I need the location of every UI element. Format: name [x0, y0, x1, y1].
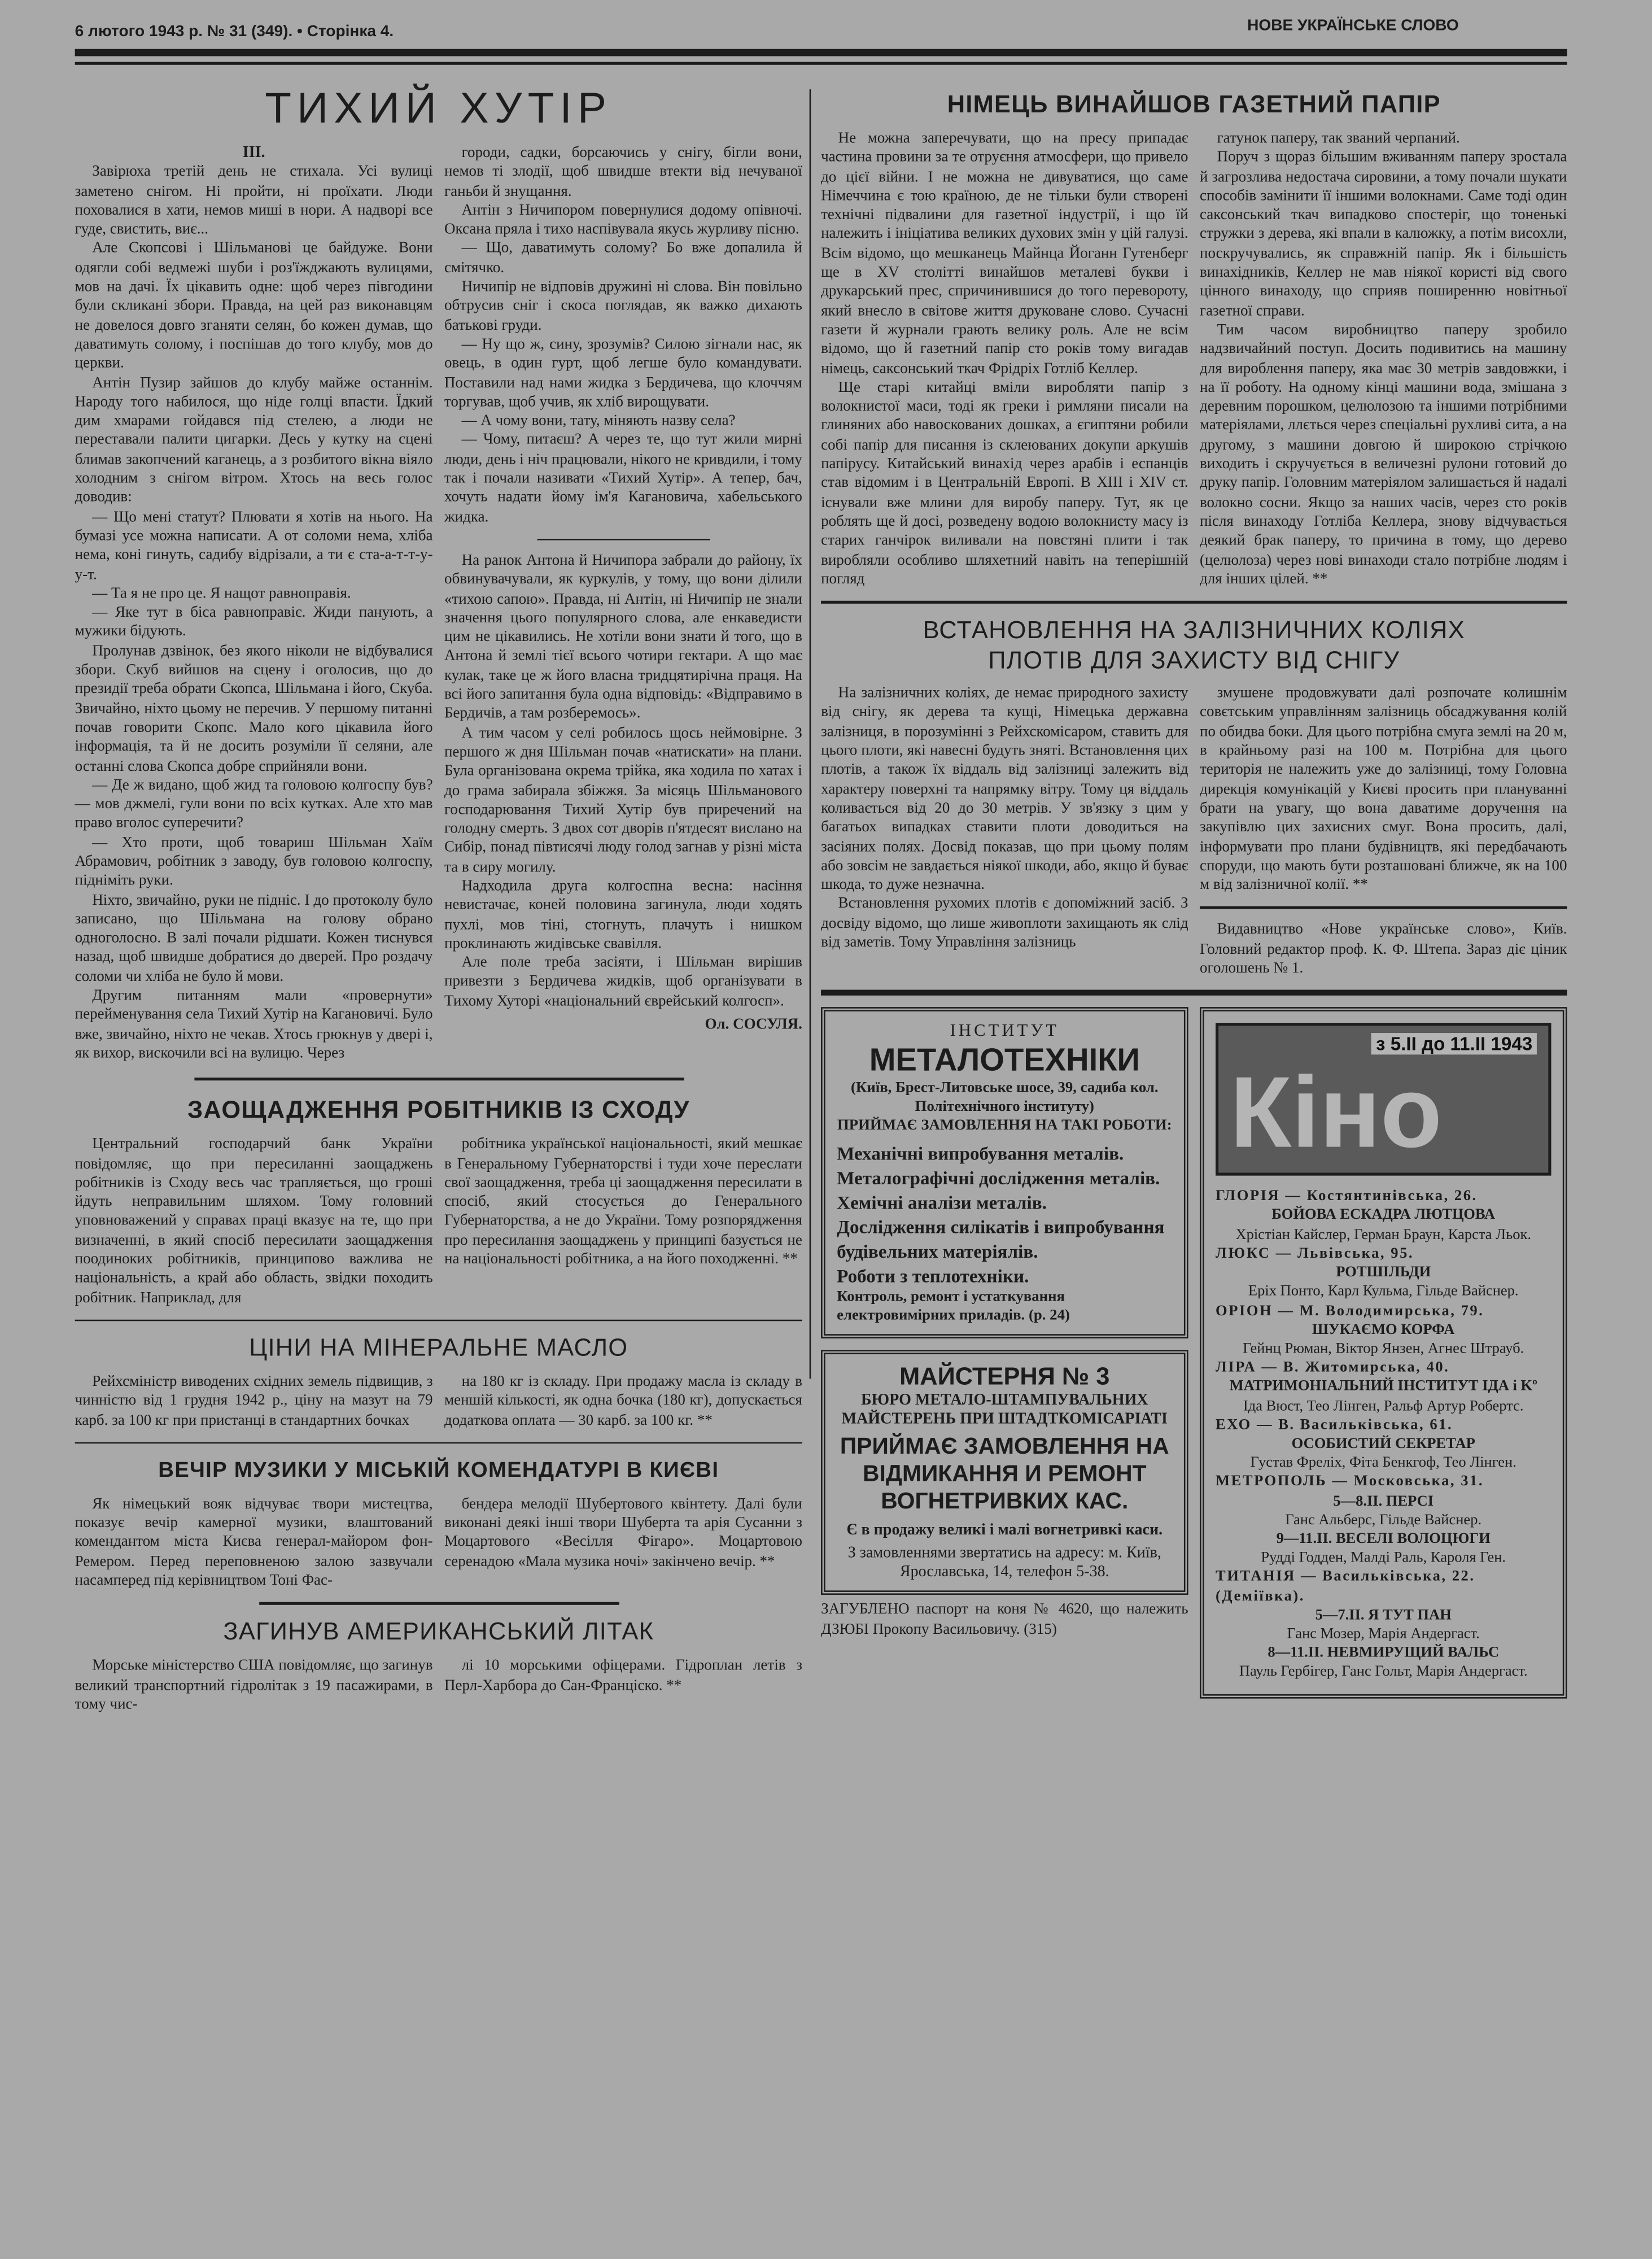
service-item: Хемічні аналізи металів. [837, 1192, 1047, 1214]
cinema-name: ТИТАНІЯ — Васильківська, 22. (Деміївка). [1216, 1569, 1475, 1604]
cinema-name: ОРІОН — М. Володимирська, 79. [1216, 1303, 1484, 1319]
film-title: БОЙОВА ЕСКАДРА ЛЮТЦОВА [1271, 1207, 1496, 1224]
paragraph: Поруч з щораз більшим вживанням паперу зростала й загрозлива недостача сировини, а тому почали шукати способів замінити її іншими волокнами. Саме тоді один саксонський ткач випадково спостеріг, що тоненькі стружки з дерева, які впали в калюжку, а потім висохли, поскручувались, як справжній папір. Як і більшість винахідників, Келлер не мав ніякої користі від свого цінного винаходу, що сприяв поширенню новітньої газетної справи. [1199, 150, 1567, 320]
cinema-list [1216, 1188, 1551, 1682]
paragraph: — Та я не про це. Я нащот равноправія. [92, 586, 351, 602]
paragraph: Завірюха третій день не стихала. Усі вулиці заметено снігом. Ні пройти, ні проїхати. Люди поховалися в хати, немов миші в нори. А надворі все гуде, свистить, виє... [75, 164, 433, 238]
film-cast: Гейнц Рюман, Віктор Янзен, Агнес Штрауб. [1243, 1341, 1524, 1357]
music-col1 [75, 1495, 433, 1591]
cinema-name: ЕХО — В. Васильківська, 61. [1216, 1417, 1453, 1433]
service-item: Металографічні дослідження металів. [837, 1167, 1160, 1189]
paper-col2 [1200, 130, 1567, 590]
paragraph: Антін з Ничипором повернулися додому опівночі. Оксана пряла і тихо наспівувала якусь журливу пісню. [444, 203, 802, 238]
film-cast: Хрістіан Кайслер, Герман Браун, Карста Льок. [1235, 1227, 1531, 1243]
paragraph: Ничипір не відповів дружині ні слова. Він повільно обтрусив сніг і скоса поглядав, як важко дихають батькові груди. [444, 280, 802, 334]
paragraph: робітника української національності, який мешкає в Генеральному Губернаторстві і туди хоче переслати свої заощадження, треба ці заощадження пересилати в спосіб, який стосується до Генерального Губернаторства, а не до України. Тому розпорядження про пересилання заощаджень у принципі базується не на національності робітника, а на його походженні. ** [444, 1137, 802, 1268]
film-title: ОСОБИСТИЙ СЕКРЕТАР [1291, 1436, 1475, 1453]
film-title: 5—7.II. Я ТУТ ПАН [1315, 1607, 1452, 1624]
section-rule [75, 1320, 802, 1322]
paragraph: бендера мелодії Шубертового квінтету. Далі були виконані деякі інші твори Шуберта та арія Сусанни з Моцартового «Весілля Фігаро». Моцартовою серенадою «Мала музика ночі» закінчено вечір. ** [444, 1497, 802, 1570]
paragraph: На залізничних коліях, де немає природного захисту від снігу, як дерева та кущі, Німецька державна залізниця, в порозумінні з Рейхскомісаром, ставить для цього плоти, які навесні будуть зняті. Встановлення цих плотів, а також їх віддаль від залізниці залежить від характеру поверхні та напрямку вітру. Тому ця віддаль коливається від 20 до 30 метрів. У зв'язку з цим у багатьох випадках ставити плоти доводиться на засіяних полях. Досвід показав, що при цьому полям або зовсім не завдається ніякої шкоди, або, якщо й буває шкода, то дуже незначна. [821, 686, 1188, 893]
film-cast: Іда Вюст, Тео Лінген, Ральф Артур Робертс. [1243, 1398, 1524, 1414]
paragraph: Як німецький вояк відчуває твори мистецтва, показує вечір камерної музики, влаштований комендантом міста Києва генерал-майором фон-Ремером. Перед переповненою залою зазвучали насамперед під керівництвом Тоні Фас- [75, 1497, 433, 1589]
rail-col2 [1200, 684, 1567, 979]
ad-ref: (р. 24) [1028, 1309, 1070, 1325]
ad-line: (Київ, Брест-Литовське шосе, 39, садиба кол. Політехнічного інституту) [851, 1080, 1159, 1116]
article-title-khutir: ТИХИЙ ХУТІР [265, 85, 613, 133]
ad-line: ПРИЙМАЄ ЗАМОВЛЕННЯ НА ТАКІ РОБОТИ: [837, 1118, 1172, 1135]
service-list [837, 1141, 1172, 1288]
paragraph: Ніхто, звичайно, руки не підніс. І до протоколу було записано, що Шільмана на голову обрано одноголосно. В залі почали рідшати. Кожен тиснувся назад, щоб швидше добратися до дверей. Про роздачу соломи чи хліба не було й мови. [75, 892, 433, 985]
cinema-name: ЛІРА — В. Житомирська, 40. [1216, 1360, 1450, 1376]
paragraph: Другим питанням мали «провернути» перейменування села Тихий Хутір на Кагановичі. Було вже, звичайно, ніхто не чекав. Хтось грюкнув у двері і, як вихор, вискочили всі на вулицю. Через [75, 988, 433, 1062]
section-rule [75, 1442, 802, 1444]
service-item: Дослідження силікатів і випробування будівельних матеріялів. [837, 1216, 1165, 1263]
ads-row [821, 1008, 1567, 1698]
plane-col1 [75, 1657, 433, 1715]
paragraph: городи, садки, борсаючись у снігу, бігли вони, немов ті злодії, щоб швидше втекти від нечуваної ганьби й знущання. [444, 145, 802, 200]
title-line: ВСТАНОВЛЕННЯ НА ЗАЛІЗНИЧНИХ КОЛІЯХ [923, 617, 1465, 644]
notice-ref: (315) [1024, 1621, 1057, 1638]
ad-heading: ПРИЙМАЄ ЗАМОВЛЕННЯ НА ВІДМИКАННЯ И РЕМОНТ ВОГНЕТРИВКИХ КАС. [840, 1435, 1169, 1515]
workshop-ad [821, 1350, 1188, 1595]
section-rule [821, 990, 1567, 996]
article-title-oil: ЦІНИ НА МІНЕРАЛЬНЕ МАСЛО [249, 1334, 628, 1362]
paragraph: — Що, даватимуть солому? Бо вже допалила й смітячко. [444, 241, 802, 277]
notice-text: ЗАГУБЛЕНО паспорт на коня № 4620, що належить ДЗЮБІ Прокопу Васильовичу. [821, 1602, 1188, 1638]
header-rule [75, 49, 1567, 56]
film-title: РОТШІЛЬДИ [1336, 1265, 1431, 1281]
article-title-paper: НІМЕЦЬ ВИНАЙШОВ ГАЗЕТНИЙ ПАПІР [947, 90, 1441, 119]
paragraph: на 180 кг із складу. При продажу масла із складу в меншій кількості, як одна бочка (180 кг), допускається додаткова оплата — 30 карб. за 100 кг. ** [444, 1374, 802, 1429]
paper-col1 [821, 130, 1188, 590]
paragraph: На ранок Антона й Ничипора забрали до району, їх обвинувачували, як куркулів, у тому, що вони ділили «тихою сапою». Правда, ні Антін, ні Ничипір не знали значення цього популярного слова, але енкаведисти цим не цікавились. Не хотіли вони знати й того, що в Антона й землі тієї всього чотири гектари. А що має кулак, таке це ж його власна тридцятирічна праця. На всі його запитання була одна відповідь: «Відправимо в Бердичів, а там розберемось». [444, 553, 802, 722]
paragraph: — А чому вони, тату, міняють назву села? [461, 413, 736, 430]
oil-col1 [75, 1373, 433, 1431]
paragraph: Встановлення рухомих плотів є допоміжний засіб. З досвіду відомо, що лише живоплоти захищають як слід від заметів. Тому Управління залізниць [821, 896, 1188, 951]
dateline: 6 лютого 1943 р. № 31 (349). • Сторінка 4. [75, 23, 394, 41]
paragraph: А тим часом у селі робилось щось неймовірне. З першого ж дня Шільман почав «натискати» на плани. Була організована окрема трійка, яка ходила по хатах і до грама забирала збіжжя. За місяць Шільманового господарювання Тихий Хутір був приречений на голодну смерть. З двох сот дворів п'ятдесят вислано на Сибір, понад півтисячі люду голод загнав у різні міста та в сиру могилу. [444, 725, 802, 876]
section-divider [537, 539, 710, 540]
film-title: ШУКАЄМО КОРФА [1312, 1322, 1455, 1338]
service-item: Механічні випробування металів. [837, 1142, 1124, 1165]
section-rule [1200, 907, 1567, 910]
ad-line: З замовленнями звертатись на адресу: м. Київ, Ярославська, 14, телефон 5-38. [847, 1545, 1161, 1581]
cinema-name: МЕТРОПОЛЬ — Московська, 31. [1216, 1474, 1484, 1490]
paragraph: — Яке тут в біса равноправіє. Жиди панують, а мужики бідують. [75, 605, 433, 640]
paragraph: — Ну що ж, сину, зрозумів? Силою зігнали нас, як овець, в один гурт, щоб легше було командувати. Поставили над нами жидка з Бердичева, що клоччям торгував, щоб учив, як хліб вирощувати. [444, 337, 802, 411]
kino-logo-text: Кіно [1230, 1056, 1443, 1169]
article-title-rail [821, 616, 1567, 676]
section-rule [259, 1602, 619, 1605]
paragraph: Не можна заперечувати, що на пресу припадає частина провини за те отруєння атмосфери, що привело до цієї війни. І не можна не дивуватися, що саме Німеччина є тою країною, де не тільки були створені технічні підвалини для газетної індустрії, і що їй належить і ініціатива великих духових змін у цій галузі. Всім відомо, що мешканець Майнца Йоганн Гутенберг ще в XV столітті винайшов металеві букви і друкарський прес, спричинившися до того перевороту, який внесло в світове життя друковане слово. Сучасні газети й журнали грають велику роль. Але не всім відомо, що й газетний папір сто років тому вигадав німець, саксонський ткач Фрідріх Готліб Келлер. [821, 131, 1188, 377]
khutir-columns [75, 144, 802, 1063]
ads-left [821, 1008, 1188, 1698]
author-signature: Ол. СОСУЛЯ. [705, 1017, 802, 1033]
service-item: Роботи з теплотехніки. [837, 1265, 1029, 1287]
paragraph: Але Скопсові і Шільмановi це байдуже. Вони одягли собі ведмежі шуби і роз'їжджають вулицями, мов на дачі. Їх цікавить одне: щоб через півгодини були скликані збори. Правда, на цей раз виконавцям не довелося довго зганяти селян, бо кожен думав, що даватимуть солому, і поспішав до того клубу, мов до церкви. [75, 241, 433, 372]
paragraph: — Хто проти, щоб товариш Шільман Хаїм Абрамович, робітник з заводу, був головою колгоспу, підніміть руки. [75, 835, 433, 889]
plane-columns [75, 1657, 802, 1715]
cinema-name: ГЛОРІЯ — Костянтинівська, 26. [1216, 1189, 1478, 1205]
rail-col1 [821, 684, 1188, 979]
paragraph: — Чому, питаєш? А через те, що тут жили мирні люди, день і ніч працювали, нікого не кривдили, і тому так і почали називати «Тихий Хутір». А тепер, бач, хочуть надати йому ім'я Кагановича, хабельського жидка. [444, 433, 802, 526]
film-title: 9—11.II. ВЕСЕЛІ ВОЛОЦЮГИ [1276, 1531, 1491, 1547]
film-cast: Ганс Альберс, Гільде Вайснер. [1285, 1512, 1482, 1528]
column-rule [810, 89, 811, 1379]
paragraph: Рейхсміністр виводених східних земель підвищив, з чинністю від 1 грудня 1942 р., ціну на мазут на 79 карб. за 100 кг при пристанці в стандартних бочках [75, 1374, 433, 1429]
savings-col1 [75, 1136, 433, 1308]
film-title: 5—8.II. ПЕРСІ [1333, 1493, 1434, 1510]
paragraph: змушене продовжувати далі розпочате колишнім совєтським управлінням залізниць обсаджування колій по обидва боки. Для цього потрібна смуга землі на 20 м, в крайньому разі на 100 м. Потрібна для цього територія не належить уже до залізниці, тому Головна дирекція комунікацій у Києві просить при плануванні брати на увагу, що вона даватиме доручення на закупівлю цих захисних смуг. Вона просить, далі, інформувати про плани будівництв, які передбачають споруди, що мають бути розташовані ближче, як на 100 м від залізничної колії. ** [1199, 686, 1567, 893]
film-cast: Еріх Понто, Карл Кульма, Гільде Вайснер. [1248, 1284, 1519, 1300]
institute-ad [821, 1008, 1188, 1339]
paragraph: гатунок паперу, так званий черпаний. [1217, 131, 1460, 147]
cinema-listings [1200, 1008, 1567, 1698]
kino-logo [1216, 1023, 1551, 1176]
savings-columns [75, 1136, 802, 1308]
paragraph: — Що мені статут? Плювати я хотів на нього. На бумазі усе можна написати. А от соломи нема, хліба нема, коні гинуть, садибу відрізали, а ти є ста-а-т-т-у-у-т. [75, 509, 433, 583]
music-columns [75, 1495, 802, 1591]
cinema-name: ЛЮКС — Львівська, 95. [1216, 1246, 1414, 1262]
left-section [75, 84, 802, 1715]
right-section [821, 89, 1567, 1698]
paragraph: Ще старі китайці вміли виробляти папір з волокнистої маси, тоді як греки і римляни писали на глиняних або навоскованих дошках, а єгиптяни робили собі папір для писання із склеюваних докупи аркушів папірусу. Китайський винахід через арабів і еспанців став відомим і в Центральній Европі. В XIII і XIV ст. існували вже млини для виробу паперу. Тут, як це роблять ще й досі, розведену водою волокнисту масу із старих ганчірок виливали на повстяні плити і так виробляли особливо шляхетний навіть на теперішній погляд [821, 380, 1188, 588]
plane-col2 [444, 1657, 802, 1715]
paragraph: Надходила друга колгоспна весна: насіння невистачає, коней половина загинула, люди ходять пухлі, мов тіні, стогнуть, плачуть і нишком проклинають жидівське свавілля. [444, 879, 802, 952]
article-part: III. [242, 144, 265, 162]
music-col2 [444, 1495, 802, 1591]
lost-notice [821, 1601, 1188, 1639]
film-title: 8—11.II. НЕВМИРУЩИЙ ВАЛЬС [1268, 1645, 1500, 1661]
ad-line: Є в продажу великі і малі вогнетривкі каси. [846, 1521, 1163, 1540]
article-title-plane: ЗАГИНУВ АМЕРИКАНСЬКИЙ ЛІТАК [223, 1618, 654, 1646]
oil-col2 [444, 1373, 802, 1431]
section-rule [194, 1078, 683, 1081]
paragraph: Пролунав дзвінок, без якого ніколи не відбувалися збори. Скуб вийшов на сцену і оголосив, що до президії треба обрати Скопса, Шільмана і його, Скуба. Звичайно, ніхто цьому не перечив. У першому питанні почав говорити Скопс. Мало кого цікавила його інформація, та й не досить розуміли її селяни, але останні слова Скопса добре сприйняли вони. [75, 643, 433, 775]
paragraph: лі 10 морськими офіцерами. Гідроплан летів з Перл-Харбора до Сан-Франціско. ** [444, 1658, 802, 1694]
ads-right [1200, 1008, 1567, 1698]
film-title: МАТРИМОНІАЛЬНИЙ ІНСТИТУТ ІДА і Kº [1229, 1379, 1537, 1395]
kino-dates: з 5.II до 11.II 1943 [1371, 1033, 1537, 1055]
article-title-music: ВЕЧІР МУЗИКИ У МІСЬКІЙ КОМЕНДАТУРІ В КИЄВІ [158, 1458, 719, 1482]
oil-columns [75, 1373, 802, 1431]
ad-heading: МЕТАЛОТЕХНІКИ [869, 1042, 1140, 1078]
ad-line: Контроль, ремонт і устаткування електровимірних приладів. [837, 1289, 1065, 1325]
film-cast: Ганс Мозер, Марія Андергаст. [1287, 1626, 1480, 1643]
khutir-col2 [444, 144, 802, 1063]
header-rule-thin [75, 62, 1567, 65]
film-cast: Густав Фреліх, Фіта Бенкгоф, Тео Лінген. [1250, 1455, 1516, 1471]
paragraph: — Де ж видано, щоб жид та головою колгоспу був? — мов джмелі, гули вони по всіх кутках. Але хто мав право вголос суперечити? [75, 778, 433, 832]
paragraph: Морське міністерство США повідомляє, що загинув великий транспортний гідролітак з 19 пасажирами, в тому чис- [75, 1658, 433, 1713]
film-cast: Рудді Годден, Малді Раль, Кароля Ген. [1261, 1550, 1506, 1567]
ad-footer [837, 1288, 1172, 1325]
paper-columns [821, 130, 1567, 590]
paragraph: Але поле треба засіяти, і Шільман вирішив привезти з Бердичева жидків, щоб організувати в Тихому Хуторі «національний єврейський колгосп». [444, 955, 802, 1010]
ad-heading: МАЙСТЕРНЯ № 3 [899, 1363, 1110, 1391]
article-title-savings: ЗАОЩАДЖЕННЯ РОБІТНИКІВ ІЗ СХОДУ [187, 1096, 690, 1124]
newspaper-name: НОВЕ УКРАЇНСЬКЕ СЛОВО [1247, 17, 1459, 35]
section-rule [821, 601, 1567, 604]
savings-col2 [444, 1136, 802, 1308]
paragraph: Тим часом виробництво паперу зробило надзвичайний поступ. Досить подивитись на машину для вироблення паперу, яка має 30 метрів завдовжки, і на її роботу. На одному кінці машини вода, змішана з деревним порошком, целюлозою та іншими потрібними матеріялами, ллється через спеціальні рухливі сита, а на другому, з машини довгою й широкою стрічкою виходить і скручується в величезні рулони готовий до друку папір. Головним матеріялом залишається й надалі волокно сосни. Якщо за наших часів, через сто років після винаходу Готліба Келлера, знову відчувається деякий брак паперу, то причина в тому, що дерево (целюлоза) через нові винаходи стало потрібне людям і для інших цілей. ** [1199, 322, 1567, 588]
ad-line: БЮРО МЕТАЛО-ШТАМПУВАЛЬНИХ МАЙСТЕРЕНЬ ПРИ ШТАДТКОМІСАРІАТІ [841, 1392, 1168, 1428]
rail-columns [821, 684, 1567, 979]
film-cast: Пауль Гербігер, Ганс Гольт, Марія Андергаст. [1239, 1664, 1528, 1681]
paragraph: Антін Пузир зайшов до клубу майже останнім. Народу того набилося, що ніде голці впасти. Їдкий дим хмарами гойдався під стелею, а люди не переставали палити цигарки. Десь у кутку на сцені блимав закопчений каганець, а з розбитого вікна віяло холодним з снігом вітром. Хтось на весь голос доводив: [75, 375, 433, 507]
title-line: ПЛОТІВ ДЛЯ ЗАХИСТУ ВІД СНІГУ [988, 647, 1400, 675]
ad-line: ІНСТИТУТ [950, 1020, 1060, 1041]
paragraph: Центральний господарчий банк України повідомляє, що при пересиланні заощаджень робітників із Сходу весь час трапляється, що гроші йдуть неправильним шляхом. Тому головний уповноважений у справах праці вказує на те, що при визначенні, в який спосіб пересилати заощадження поодиноких робітників, принципово важлива не національність, а край або область, звідки походить робітник. Наприклад, для [75, 1137, 433, 1306]
publisher-info: Видавництво «Нове українське слово», Київ. Головний редактор проф. К. Ф. Штепа. Зараз діє ціник оголошень № 1. [1199, 922, 1567, 977]
khutir-col1 [75, 144, 433, 1063]
